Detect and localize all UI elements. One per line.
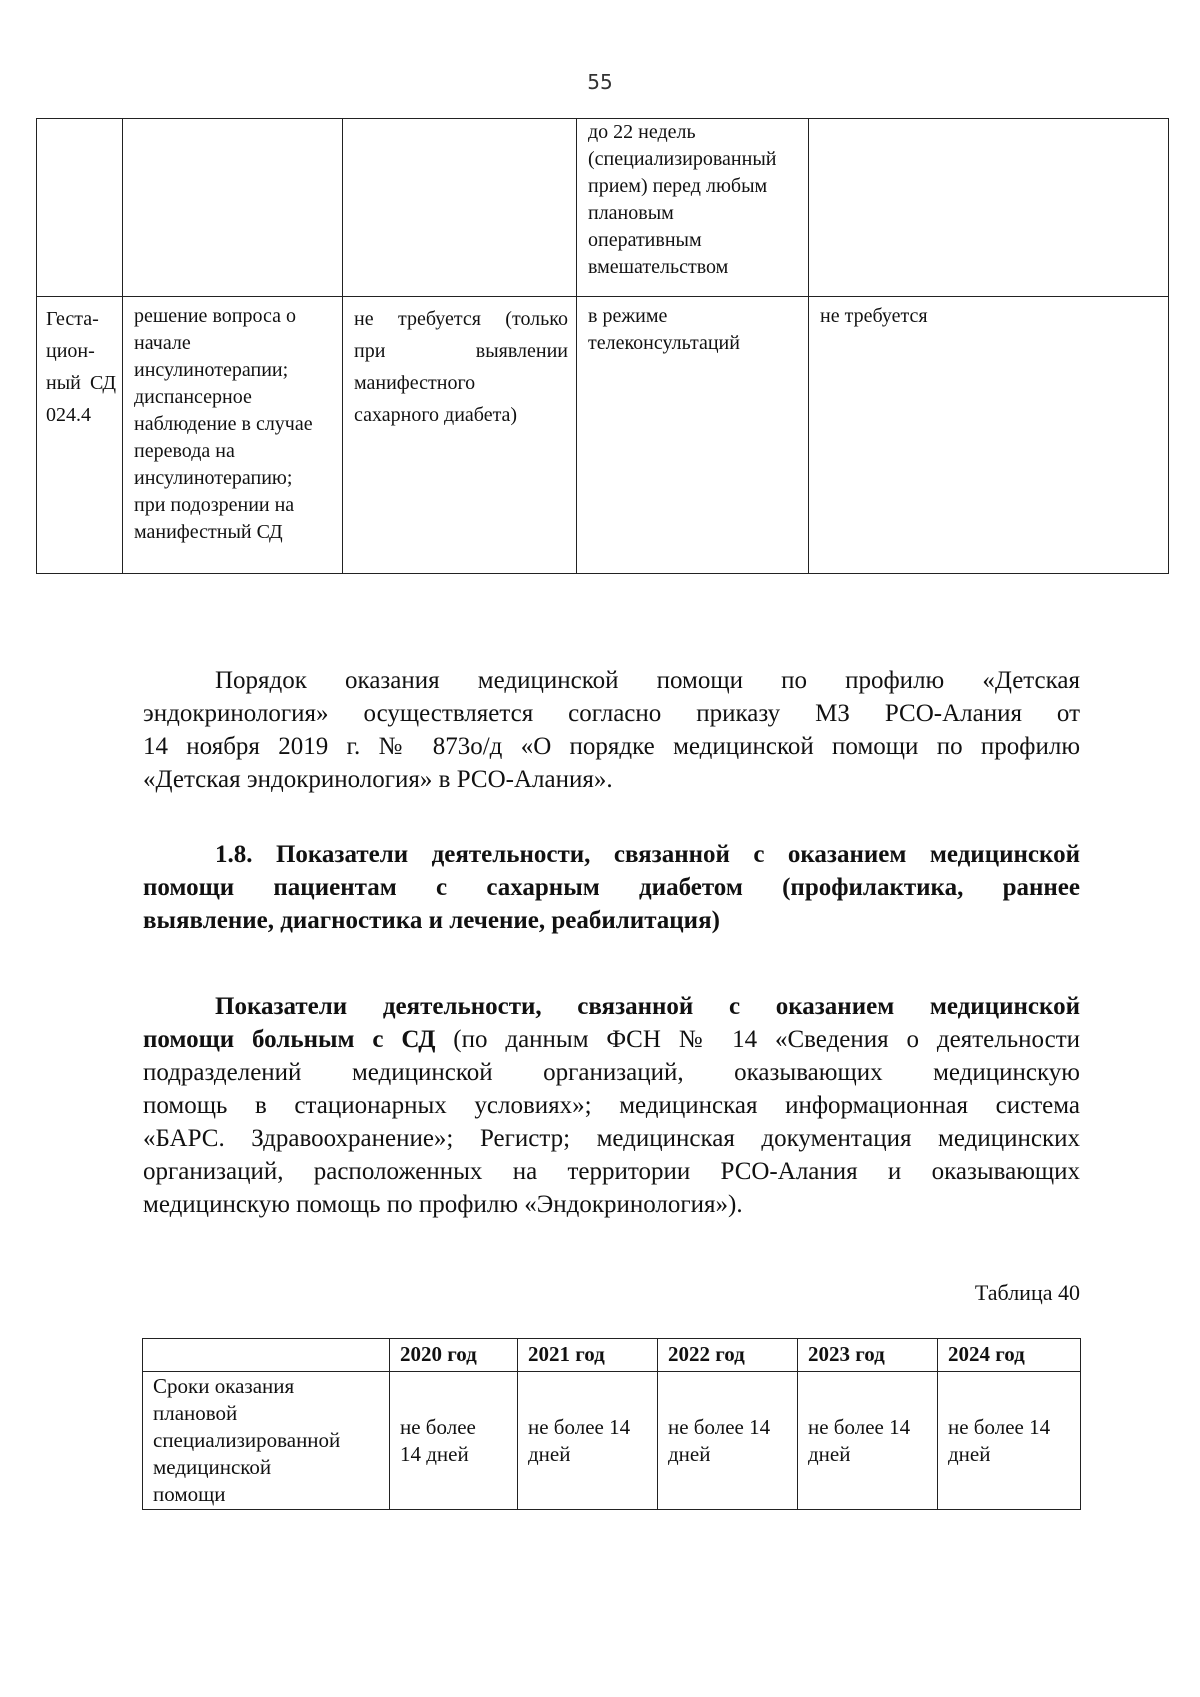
cell-line: решение вопроса о [134, 305, 296, 327]
text-line: медицинскую помощь по профилю «Эндокринология»). [143, 1191, 743, 1218]
cell-line: не требуется [820, 305, 928, 327]
table-cell [809, 297, 1169, 574]
bold-fragment: помощи больным с СД [143, 1026, 436, 1053]
table-cell [37, 119, 123, 297]
value-cell-2021 [518, 1372, 658, 1510]
text-line: Показатели деятельности, связанной с оказанием медицинской [215, 993, 1080, 1020]
table-cell [343, 119, 577, 297]
header-cell: 2022 год [658, 1339, 798, 1372]
text-line: эндокринология» осуществляется согласно приказу МЗ РСО-Алания от [143, 700, 1080, 727]
text-line: организаций, расположенных на территории РСО-Алания и оказывающих [143, 1158, 1080, 1185]
endocrinology-care-table [36, 118, 1169, 574]
text-line: помощь в стационарных условиях»; медицинская информационная система [143, 1092, 1080, 1119]
cell-line: в режиме [588, 305, 668, 327]
heading-line: 1.8. Показатели деятельности, связанной с оказанием медицинской [215, 841, 1080, 868]
cell-line: цион- [46, 340, 95, 362]
text-line: «Детская эндокринология» в РСО-Алания». [143, 766, 613, 793]
header-cell: 2020 год [390, 1339, 518, 1372]
paragraph-indicators [143, 990, 1080, 1221]
table-caption: Таблица 40 [974, 1280, 1080, 1305]
cell-line: медицинской [153, 1455, 272, 1479]
cell-line: дней [528, 1441, 571, 1466]
heading-line: помощи пациентам с сахарным диабетом (профилактика, раннее [143, 874, 1080, 901]
section-heading [143, 838, 1080, 937]
cell-line: не более 14 [528, 1414, 631, 1439]
cell-line: 14 дней [400, 1441, 469, 1466]
cell-line: ный СД [46, 372, 116, 394]
cell-line: плановой [153, 1401, 238, 1425]
table-cell [577, 297, 809, 574]
cell-line: дней [668, 1441, 711, 1466]
cell-line: вмешательством [588, 256, 729, 278]
cell-line: не более 14 [668, 1414, 771, 1439]
paragraph-pediatric-endocrinology [143, 664, 1080, 796]
cell-line: при подозрении на [134, 494, 295, 516]
header-cell [143, 1339, 390, 1372]
cell-line: не более 14 [948, 1414, 1051, 1439]
cell-line: Сроки оказания [153, 1374, 295, 1398]
cell-line: сахарного диабета) [354, 404, 518, 426]
cell-line: 024.4 [46, 404, 91, 426]
cell-line: помощи [153, 1482, 226, 1506]
cell-line: перевода на [134, 440, 235, 462]
cell-line: не более [400, 1414, 476, 1439]
heading-line: выявление, диагностика и лечение, реабилитация) [143, 907, 720, 934]
row-label-cell [143, 1372, 390, 1510]
value-cell-2023 [798, 1372, 938, 1510]
cell-line: манифестного [354, 372, 476, 394]
cell-line: плановым [588, 202, 674, 224]
value-cell-2024 [938, 1372, 1081, 1510]
cell-line: (специализированный [588, 148, 777, 170]
table-header-row [143, 1339, 1081, 1372]
value-cell-2022 [658, 1372, 798, 1510]
table-row [143, 1372, 1081, 1510]
cell-line: диспансерное [134, 386, 252, 408]
page-number: 55 [587, 70, 613, 94]
cell-line: телеконсультаций [588, 332, 740, 354]
table-40 [142, 1338, 1081, 1510]
cell-line: при выявлении [354, 340, 568, 362]
cell-line: дней [948, 1441, 991, 1466]
table-cell [343, 297, 577, 574]
diagnosis-cell [37, 297, 123, 574]
cell-line: до 22 недель [588, 121, 696, 143]
table-cell [123, 297, 343, 574]
cell-line: оперативным [588, 229, 702, 251]
table-row [37, 297, 1169, 574]
cell-line: прием) перед любым [588, 175, 768, 197]
header-cell: 2021 год [518, 1339, 658, 1372]
cell-line: инсулинотерапию; [134, 467, 293, 489]
text-line: подразделений медицинской организаций, оказывающих медицинскую [143, 1059, 1080, 1086]
table-row [37, 119, 1169, 297]
cell-line: манифестный СД [134, 521, 283, 543]
cell-line: специализированной [153, 1428, 341, 1452]
text-fragment: (по данным ФСН № 14 «Сведения о деятельности [435, 1026, 1080, 1053]
text-line: «БАРС. Здравоохранение»; Регистр; медицинская документация медицинских [143, 1125, 1080, 1152]
value-cell-2020 [390, 1372, 518, 1510]
cell-line: инсулинотерапии; [134, 359, 289, 381]
text-line [143, 1023, 1080, 1056]
cell-line: не более 14 [808, 1414, 911, 1439]
text-line: 14 ноября 2019 г. № 873о/д «О порядке медицинской помощи по профилю [143, 733, 1080, 760]
cell-line: дней [808, 1441, 851, 1466]
header-cell: 2023 год [798, 1339, 938, 1372]
table-cell [123, 119, 343, 297]
table-cell [809, 119, 1169, 297]
header-cell: 2024 год [938, 1339, 1081, 1372]
table-cell [577, 119, 809, 297]
cell-line: Геста- [46, 308, 99, 330]
cell-line: начале [134, 332, 191, 354]
cell-line: наблюдение в случае [134, 413, 313, 435]
cell-line: не требуется (только [354, 308, 568, 330]
text-line: Порядок оказания медицинской помощи по профилю «Детская [215, 667, 1080, 694]
